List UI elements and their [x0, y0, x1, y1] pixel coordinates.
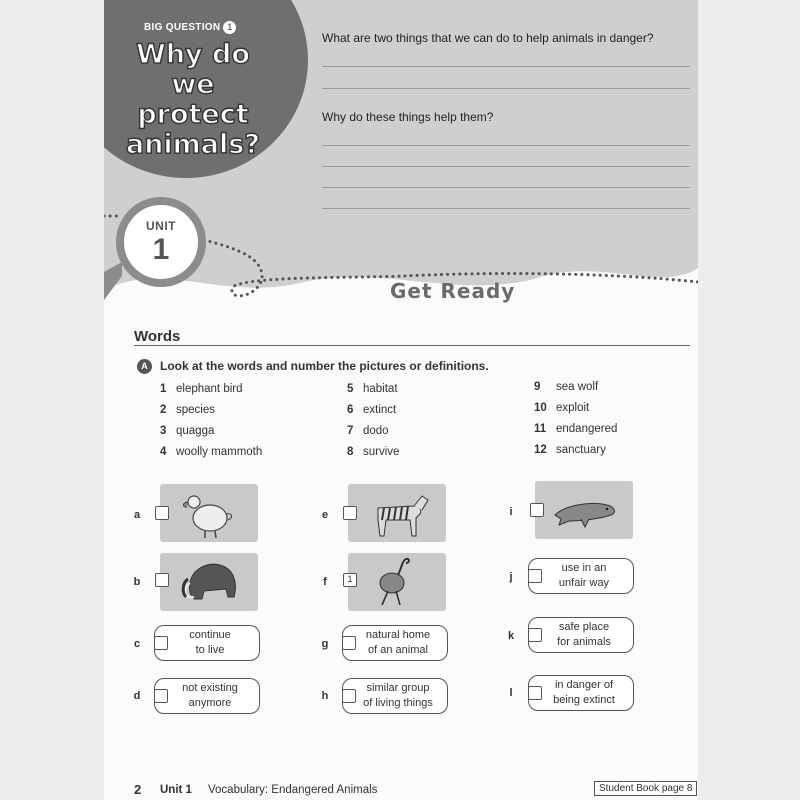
word-item: 2 species: [160, 404, 215, 416]
item-letter: h: [321, 690, 329, 702]
exercise-instruction: Look at the words and number the pictures or definitions.: [160, 359, 489, 373]
answer-line[interactable]: [322, 166, 690, 167]
word-item: 5 habitat: [347, 383, 398, 395]
answer-checkbox[interactable]: [342, 689, 356, 703]
words-heading: Words: [134, 328, 181, 345]
footer-unit: Unit 1: [160, 784, 192, 796]
word-item: 9 sea wolf: [534, 381, 599, 393]
footer-topic: Vocabulary: Endangered Animals: [208, 784, 378, 796]
mammoth-icon: [160, 553, 258, 611]
quagga-icon: [348, 484, 446, 542]
dodo-icon: [160, 484, 258, 542]
answer-line[interactable]: [322, 66, 690, 67]
word-item: 12 sanctuary: [534, 444, 606, 456]
answer-checkbox[interactable]: [342, 636, 356, 650]
definition-box: not existing anymore: [154, 678, 260, 714]
question-2: Why do these things help them?: [322, 110, 494, 124]
item-letter: f: [323, 576, 327, 588]
definition-box: use in an unfair way: [528, 558, 634, 594]
unit-badge: [116, 197, 206, 287]
elephant-bird-icon: [348, 553, 446, 611]
item-letter: a: [133, 509, 141, 521]
magnifier-handle: [104, 262, 124, 302]
unit-number: 1: [152, 233, 170, 266]
picture-a: [160, 484, 258, 542]
answer-checkbox[interactable]: 1: [343, 573, 357, 587]
answer-checkbox[interactable]: [155, 506, 169, 520]
picture-f: [348, 553, 446, 611]
left-margin: [0, 0, 104, 800]
answer-checkbox[interactable]: [528, 569, 542, 583]
definition-box: natural home of an animal: [342, 625, 448, 661]
item-letter: k: [507, 630, 515, 642]
answer-line[interactable]: [322, 88, 690, 89]
answer-checkbox[interactable]: [528, 628, 542, 642]
item-letter: e: [321, 509, 329, 521]
item-letter: d: [133, 690, 141, 702]
answer-checkbox[interactable]: [530, 503, 544, 517]
section-title: Get Ready: [390, 279, 516, 303]
definition-box: safe place for animals: [528, 617, 634, 653]
picture-i: [535, 481, 633, 539]
big-question-number: 1: [223, 21, 236, 34]
word-item: 6 extinct: [347, 404, 397, 416]
picture-e: [348, 484, 446, 542]
answer-line[interactable]: [322, 187, 690, 188]
words-rule: [134, 345, 690, 346]
answer-checkbox[interactable]: [528, 686, 542, 700]
word-item: 7 dodo: [347, 425, 389, 437]
word-item: 11 endangered: [534, 423, 618, 435]
big-question-title: Why do we protect animals?: [125, 39, 261, 160]
workbook-page: [104, 0, 698, 800]
question-1: What are two things that we can do to help animals in danger?: [322, 31, 654, 45]
answer-checkbox[interactable]: [155, 573, 169, 587]
definition-box: in danger of being extinct: [528, 675, 634, 711]
student-book-page-ref: Student Book page 8: [594, 781, 697, 796]
answer-checkbox[interactable]: [154, 636, 168, 650]
word-item: 3 quagga: [160, 425, 215, 437]
page-number: 2: [134, 782, 142, 797]
item-letter: g: [321, 638, 329, 650]
sea-wolf-icon: [535, 481, 633, 539]
item-letter: j: [509, 571, 513, 583]
definition-box: continue to live: [154, 625, 260, 661]
answer-checkbox[interactable]: [154, 689, 168, 703]
word-item: 1 elephant bird: [160, 383, 243, 395]
item-letter: i: [509, 506, 513, 518]
right-margin: [698, 0, 800, 800]
unit-label: UNIT: [146, 219, 176, 233]
big-question-label: BIG QUESTION 1: [144, 21, 236, 34]
item-letter: l: [509, 687, 513, 699]
answer-line[interactable]: [322, 145, 690, 146]
picture-b: [160, 553, 258, 611]
definition-box: similar group of living things: [342, 678, 448, 714]
item-letter: c: [133, 638, 141, 650]
word-item: 10 exploit: [534, 402, 590, 414]
answer-checkbox[interactable]: [343, 506, 357, 520]
exercise-badge: A: [137, 359, 152, 374]
word-item: 4 woolly mammoth: [160, 446, 263, 458]
word-item: 8 survive: [347, 446, 400, 458]
item-letter: b: [133, 576, 141, 588]
